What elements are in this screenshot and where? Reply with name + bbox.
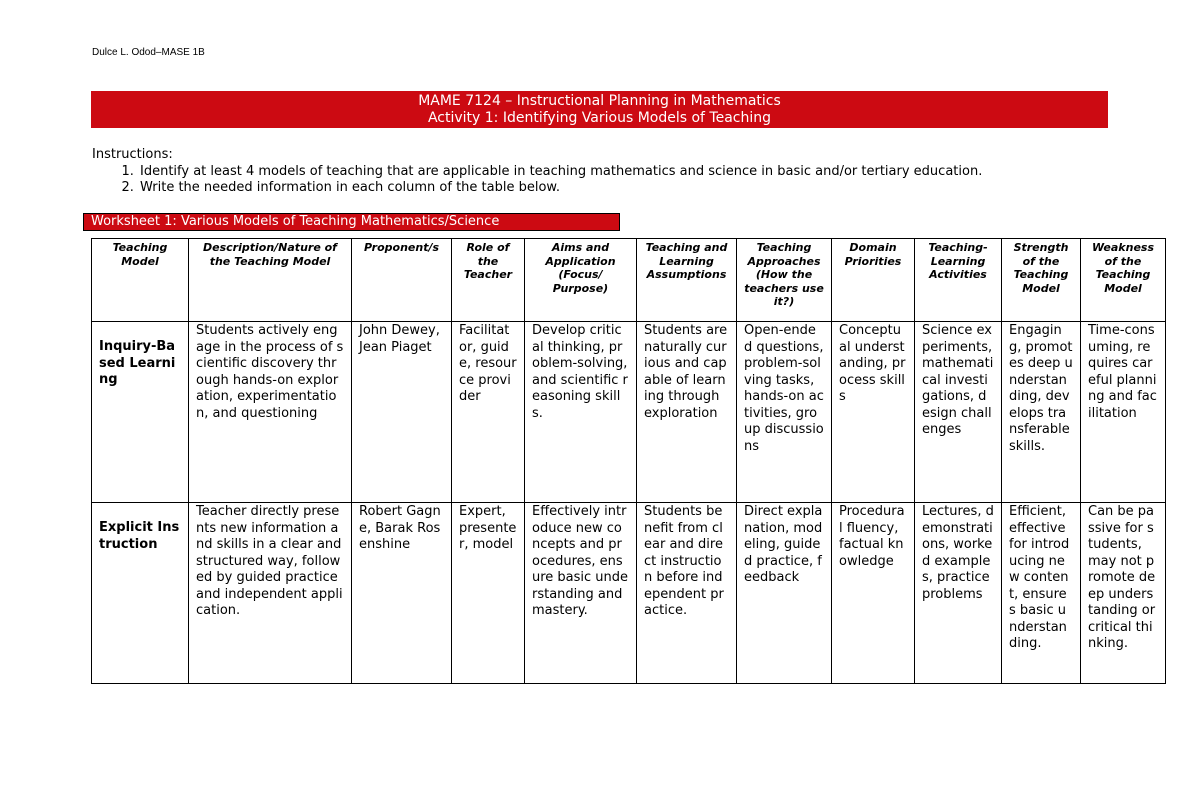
activities-cell: Lectures, demonstrations, worked examples, practice problems [915,503,1002,684]
instruction-item: 1. Identify at least 4 models of teaching that are applicable in teaching mathematics and science in basic and/or tertiary education. [138,164,1112,181]
assumptions-cell: Students benefit from clear and direct instruction before independent practice. [637,503,737,684]
description-cell: Students actively engage in the process of scientific discovery through hands-on exploration, experimentation, and questioning [189,322,352,503]
model-name-cell: Explicit Instruction [92,503,189,684]
weakness-cell: Time-consuming, requires careful planning and facilitation [1081,322,1166,503]
column-header: Role of the Teacher [452,239,525,322]
column-header: Aims and Application (Focus/ Purpose) [525,239,637,322]
column-header: Description/Nature of the Teaching Model [189,239,352,322]
proponents-cell: John Dewey, Jean Piaget [352,322,452,503]
course-banner [91,91,1108,128]
instructions-title: Instructions: [92,147,173,162]
strength-cell: Efficient, effective for introducing new content, ensures basic understanding. [1002,503,1081,684]
models-table [91,238,1166,684]
activities-cell: Science experiments, mathematical investigations, design challenges [915,322,1002,503]
column-header: Weakness of the Teaching Model [1081,239,1166,322]
description-cell: Teacher directly presents new information and skills in a clear and structured way, followed by guided practice and independent application. [189,503,352,684]
approaches-cell: Direct explanation, modeling, guided practice, feedback [737,503,832,684]
assumptions-cell: Students are naturally curious and capable of learning through exploration [637,322,737,503]
aims-cell: Effectively introduce new concepts and procedures, ensure basic understanding and mastery. [525,503,637,684]
column-header: Teaching Approaches (How the teachers use it?) [737,239,832,322]
proponents-cell: Robert Gagne, Barak Rosenshine [352,503,452,684]
column-header: Teaching-Learning Activities [915,239,1002,322]
domain-cell: Procedural fluency, factual knowledge [832,503,915,684]
table-header-row [92,239,1166,322]
teacher-role-cell: Expert, presenter, model [452,503,525,684]
table-row [92,322,1166,503]
instructions [92,147,1112,197]
model-name-cell: Inquiry-Based Learning [92,322,189,503]
column-header: Proponent/s [352,239,452,322]
course-title: MAME 7124 – Instructional Planning in Mathematics [418,93,781,109]
document-author: Dulce L. Odod–MASE 1B [92,47,205,58]
teacher-role-cell: Facilitator, guide, resource provider [452,322,525,503]
column-header: Teaching Model [92,239,189,322]
column-header: Teaching and Learning Assumptions [637,239,737,322]
column-header: Strength of the Teaching Model [1002,239,1081,322]
activity-title: Activity 1: Identifying Various Models of Teaching [427,110,772,126]
instructions-list [92,164,1112,197]
instruction-item: 2. Write the needed information in each column of the table below. [138,180,1112,197]
column-header: Domain Priorities [832,239,915,322]
weakness-cell: Can be passive for students, may not promote deep understanding or critical thinking. [1081,503,1166,684]
aims-cell: Develop critical thinking, problem-solving, and scientific reasoning skills. [525,322,637,503]
strength-cell: Engaging, promotes deep understanding, develops transferable skills. [1002,322,1081,503]
table-row [92,503,1166,684]
worksheet-title: Worksheet 1: Various Models of Teaching Mathematics/Science [83,213,620,231]
approaches-cell: Open-ended questions, problem-solving tasks, hands-on activities, group discussions [737,322,832,503]
domain-cell: Conceptual understanding, process skills [832,322,915,503]
